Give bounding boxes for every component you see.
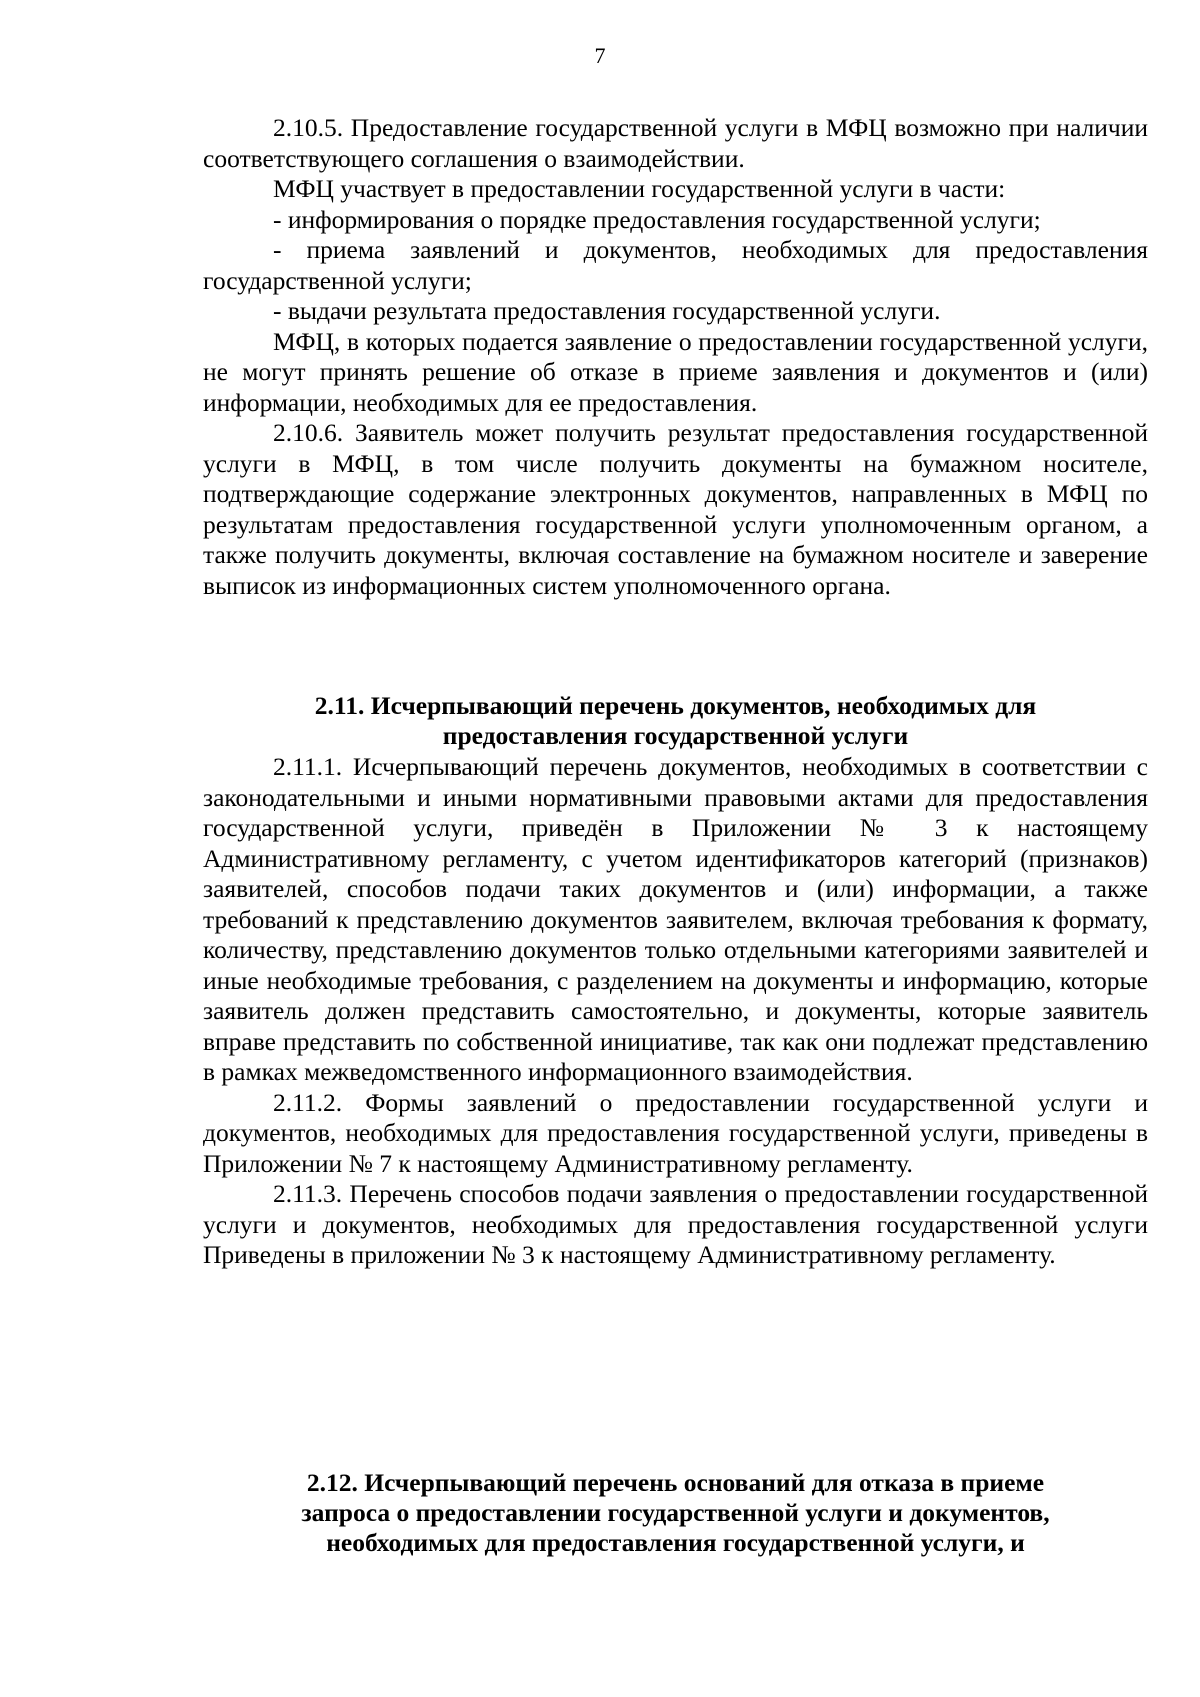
paragraph-2-11-3: 2.11.3. Перечень способов подачи заявления о предоставлении государственной услуги и документов, необходимых для предоставления государственной услуги Приведены в приложении № 3 к настоящему Административному регламенту. bbox=[203, 1179, 1148, 1269]
list-item-issuing: - выдачи результата предоставления государственной услуги. bbox=[273, 296, 941, 325]
heading-line: предоставления государственной услуги bbox=[442, 721, 909, 750]
list-item-informing: - информирования о порядке предоставления государственной услуги; bbox=[273, 204, 1041, 234]
heading-line: необходимых для предоставления государственной услуги, и bbox=[326, 1528, 1025, 1557]
heading-line: 2.12. Исчерпывающий перечень оснований для отказа в приеме bbox=[306, 1468, 1045, 1497]
paragraph-2-10-6: 2.10.6. Заявитель может получить результат предоставления государственной услуги в МФЦ, в том числе получить документы на бумажном носителе, подтверждающие содержание электронных документов, направленных в МФЦ по результатам предоставления государственной услуги уполномоченным органом, а также получить документы, включая составление на бумажном носителе и заверение выписок из информационных систем уполномоченного органа. bbox=[203, 418, 1148, 600]
heading-line: 2.11. Исчерпывающий перечень документов, необходимых для bbox=[314, 691, 1037, 720]
paragraph-mfc-no-refusal: МФЦ, в которых подается заявление о предоставлении государственной услуги, не могут принять решение об отказе в приеме заявления и документов и (или) информации, необходимых для ее предоставления. bbox=[203, 326, 1148, 417]
paragraph-2-10-5: 2.10.5. Предоставление государственной услуги в МФЦ возможно при наличии соответствующего соглашения о взаимодействии. bbox=[203, 113, 1148, 173]
heading-line: запроса о предоставлении государственной услуги и документов, bbox=[301, 1498, 1050, 1527]
section-2-12-heading bbox=[203, 1468, 1148, 1558]
paragraph-2-11-1: 2.11.1. Исчерпывающий перечень документов, необходимых в соответствии с законодательными и иными нормативными правовыми актами для предоставления государственной услуги, приведён в Приложении № 3 к настоящему Административному регламенту, с учетом идентификаторов категорий (признаков) заявителей, способов подачи таких документов и (или) информации, а также требований к представлению документов заявителем, включая требования к формату, количеству, представлению документов только отдельными категориями заявителей и иные необходимые требования, с разделением на документы и информацию, которые заявитель должен представить самостоятельно, и документы, которые заявитель вправе представить по собственной инициативе, так как они подлежат представлению в рамках межведомственного информационного взаимодействия. bbox=[203, 752, 1148, 1086]
list-item-receiving: - приема заявлений и документов, необходимых для предоставления государственной услуги; bbox=[203, 235, 1148, 295]
paragraph-mfc-participation: МФЦ участвует в предоставлении государственной услуги в части: bbox=[273, 174, 1006, 203]
section-2-11-heading bbox=[203, 691, 1148, 751]
page-number: 7 bbox=[594, 43, 606, 68]
section-2-11-body bbox=[203, 752, 1148, 1271]
section-2-10-body bbox=[203, 113, 1148, 601]
paragraph-2-11-2: 2.11.2. Формы заявлений о предоставлении государственной услуги и документов, необходимых для предоставления государственной услуги, приведены в Приложении № 7 к настоящему Административному регламенту. bbox=[203, 1087, 1148, 1178]
